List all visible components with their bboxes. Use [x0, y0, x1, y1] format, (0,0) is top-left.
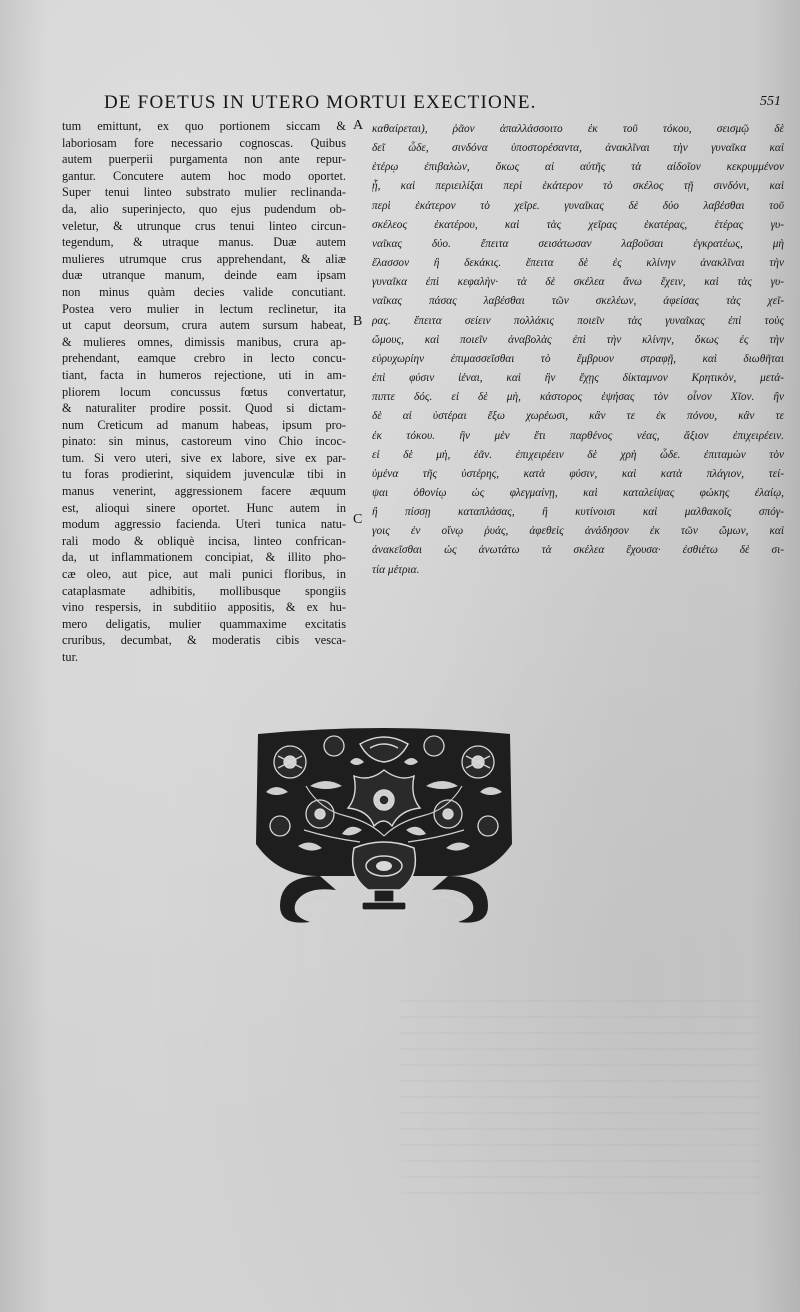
latin-text-line: laboriosam fore necessario cognoscas. Quibus [62, 135, 346, 150]
greek-text-line: πιπτε δός. εἰ δὲ μὴ, κάστορος ἑψήσας τὸν οἶνον Χῖον. ἢν [372, 391, 784, 404]
greek-text-line: δὲ αἱ ὑστέραι ἔξω χωρέωσι, κἂν τε ἐκ πόνου, κἂν τε [372, 410, 784, 423]
greek-text-line: καθαίρεται), ῥᾶον ἀπαλλάσσοιτο ἐκ τοῦ τόκου, σεισμῷ δὲ [372, 123, 784, 135]
greek-text-line: ὑμένα τῆς ὑστέρης, κατὰ φύσιν, καὶ κατὰ πλάγιον, τεί- [372, 467, 784, 480]
latin-text-line: tu foras prodierint, siquidem juvenculæ tibi in [62, 467, 346, 482]
greek-text-line: ἀνακεῖσθαι ὡς ἀνωτάτω τὰ σκέλεα ἔχουσα· ἐσθιέτω δὲ σι- [372, 544, 784, 557]
latin-text-line: tur. [62, 650, 79, 664]
running-head-title: DE FOETUS IN UTERO MORTUI EXECTIONE. [104, 92, 537, 113]
latin-text-line: duæ utranque manum, deinde eam ipsam [62, 268, 346, 283]
latin-text-column [62, 118, 346, 666]
greek-text-line: ἔλασσον ἢ δεκάκις. ἔπειτα δὲ ἐς κλίνην ἀνακλῖναι τὴν [372, 257, 784, 270]
greek-text-line: γοις ἐν οἴνῳ ῥυάς, ἀφεθεὶς ἀνάδησον ἐκ τῶν ὤμων, καὶ [372, 525, 784, 538]
latin-text-line: cæ oleo, aut pice, aut mali punici floribus, in [62, 567, 346, 582]
latin-text-line: Postea vero mulier in lectum reclinetur, ita [62, 301, 346, 316]
latin-text-line: pliorem locum concussus fœtus convertatur, [62, 384, 346, 399]
latin-text-line: ut caput deorsum, crura autem sursum habeat, [62, 318, 346, 333]
latin-text-line: autem puerperii purgamenta non ante repur- [62, 152, 346, 167]
greek-text-line: γυναῖκα ἐπὶ κεφαλὴν· τὰ δὲ σκέλεα ἄνω ἔχειν, καὶ τὰς γυ- [372, 276, 784, 289]
latin-text-line: Super tenui linteo substrato mulier reclinanda- [62, 185, 346, 200]
greek-text-column [372, 120, 784, 580]
greek-text-line: ἐκ τόκου. ἢν μὲν ἔτι παρθένος νέας, ἄξιον ἐπιχειρέειν. [372, 429, 784, 442]
greek-text-line: ναῖκας δύο. ἔπειτα σεισάτωσαν λαβοῦσαι ἐγκρατέως, μὴ [372, 237, 784, 250]
greek-text-line: δεῖ ὧδε, σινδόνα ὑποστορέσαντα, ἀνακλῖναι τὴν γυναῖκα καὶ [372, 142, 784, 155]
latin-text-line: est, alioqui sinere oportet. Hunc autem in [62, 500, 346, 515]
greek-text-line: ναῖκας πάσας λαβέσθαι τῶν σκελέων, ἀφείσας τὰς χεῖ- [372, 295, 784, 308]
greek-text-line: ἐπὶ φύσιν ἰέναι, καὶ ἢν ἔχῃς δίκταμνον Κρητικὸν, μετά- [372, 372, 784, 385]
greek-text-line: ψαι ὀθονίῳ ὡς φλεγμαίνῃ, καὶ καταλείψας φώκης ἐλαίῳ, [372, 486, 784, 499]
greek-text-line: ὤμους, καὶ ποιεῖν ἀναβολὰς ἐπὶ τὴν κλίνην, ὅκως ἐς τὴν [372, 333, 784, 346]
latin-text-line: da, ut inflammationem concipiat, & illito pho- [62, 550, 346, 565]
latin-text-line: da, alio superinjecto, quo ejus pudendum ob- [62, 201, 346, 216]
greek-text-line: ἢ πίσσῃ καταπλάσας, ἢ κυτίνοισι καὶ μαλθακοῖς σπόγ- [372, 506, 784, 519]
latin-text-line: num Creticum ad manum habeas, ipsum pro- [62, 417, 346, 432]
latin-text-line: vino respersis, in subditiio appositis, & ex hu- [62, 600, 346, 615]
latin-text-line: manus venerint, aggressionem facere æquum [62, 484, 346, 499]
greek-text-line: εὐρυχωρίην ἐπιμασσεῖσθαι τὸ ἔμβρυον στραφῇ, καὶ διωθῆται [372, 352, 784, 365]
page-number: 551 [760, 94, 781, 109]
latin-text-line: tegendum, & utraque manus. Duæ autem [62, 235, 346, 250]
latin-text-line: gantur. Concutere autem hoc modo oportet. [62, 168, 346, 183]
greek-text-line: ρας. ἔπειτα σείειν πολλάκις ποιεῖν τὰς γυναῖκας ἐπὶ τοὺς [372, 314, 784, 327]
floral-vase-ornament [250, 726, 518, 926]
margin-marker-c: C [353, 512, 363, 527]
latin-text-line: pinato: sin minus, castoreum vino Chio incoc- [62, 434, 346, 449]
latin-text-line: & mulieres omnes, dimissis manibus, crura ap- [62, 334, 346, 349]
latin-text-line: tum emittunt, ex quo portionem siccam & [62, 119, 346, 133]
margin-marker-a: A [353, 118, 364, 133]
latin-text-line: non minus quàm decies valide concutiant. [62, 284, 346, 299]
latin-text-line: rali modo & obliquè incisa, linteo confrican- [62, 533, 346, 548]
latin-text-line: mulieres utrumque crus apprehendant, & aliæ [62, 251, 346, 266]
greek-text-line: σκέλεος ἑκατέρου, καὶ τὰς χεῖρας ἑκατέρας, ἑτέρας γυ- [372, 218, 784, 231]
latin-text-line: & naturaliter prodire possit. Quod si dictam- [62, 401, 346, 416]
latin-text-line: prehendant, eamque crebro in lecto concu- [62, 351, 346, 366]
greek-text-line: εἰ δὲ μὴ, ἐᾶν. ἐπιχειρέειν δὲ χρὴ ὧδε. ἐπιταμὼν τὸν [372, 448, 784, 461]
greek-text-line: ᾖ, καὶ περιειλίξαι περὶ ἑκάτερον τὸ σκέλος τῇ σινδόνι, καὶ [372, 180, 784, 193]
show-through-texture [400, 1000, 760, 1200]
greek-text-line: τία μέτρια. [372, 563, 420, 576]
latin-text-line: modum aggressio facienda. Uteri tunica natu- [62, 517, 346, 532]
latin-text-line: tiant, facta in humeros rejectione, uti in am- [62, 367, 346, 382]
greek-text-line: περὶ ἑκάτερον τὸ χεῖρε. γυναῖκας δὲ δύο λαβέσθαι τοῦ [372, 199, 784, 212]
latin-text-line: cruribus, decumbat, & moderatis cibis vesca- [62, 633, 346, 648]
greek-text-line: ἑτέρῳ ἐπιβαλὼν, ὅκως αἱ αὐτῆς τὰ αἰδοῖον κεκρυμμένον [372, 161, 784, 174]
latin-text-line: tum. Si vero uteri, sive ex labore, sive ex par- [62, 450, 346, 465]
margin-marker-b: B [353, 314, 363, 329]
latin-text-line: mero deligatis, mulier quammaxime excitatis [62, 616, 346, 631]
latin-text-line: cataplasmate adhibitis, mollibusque spongiis [62, 583, 346, 598]
latin-text-line: veletur, & utrunque crus tenui linteo circun- [62, 218, 346, 233]
